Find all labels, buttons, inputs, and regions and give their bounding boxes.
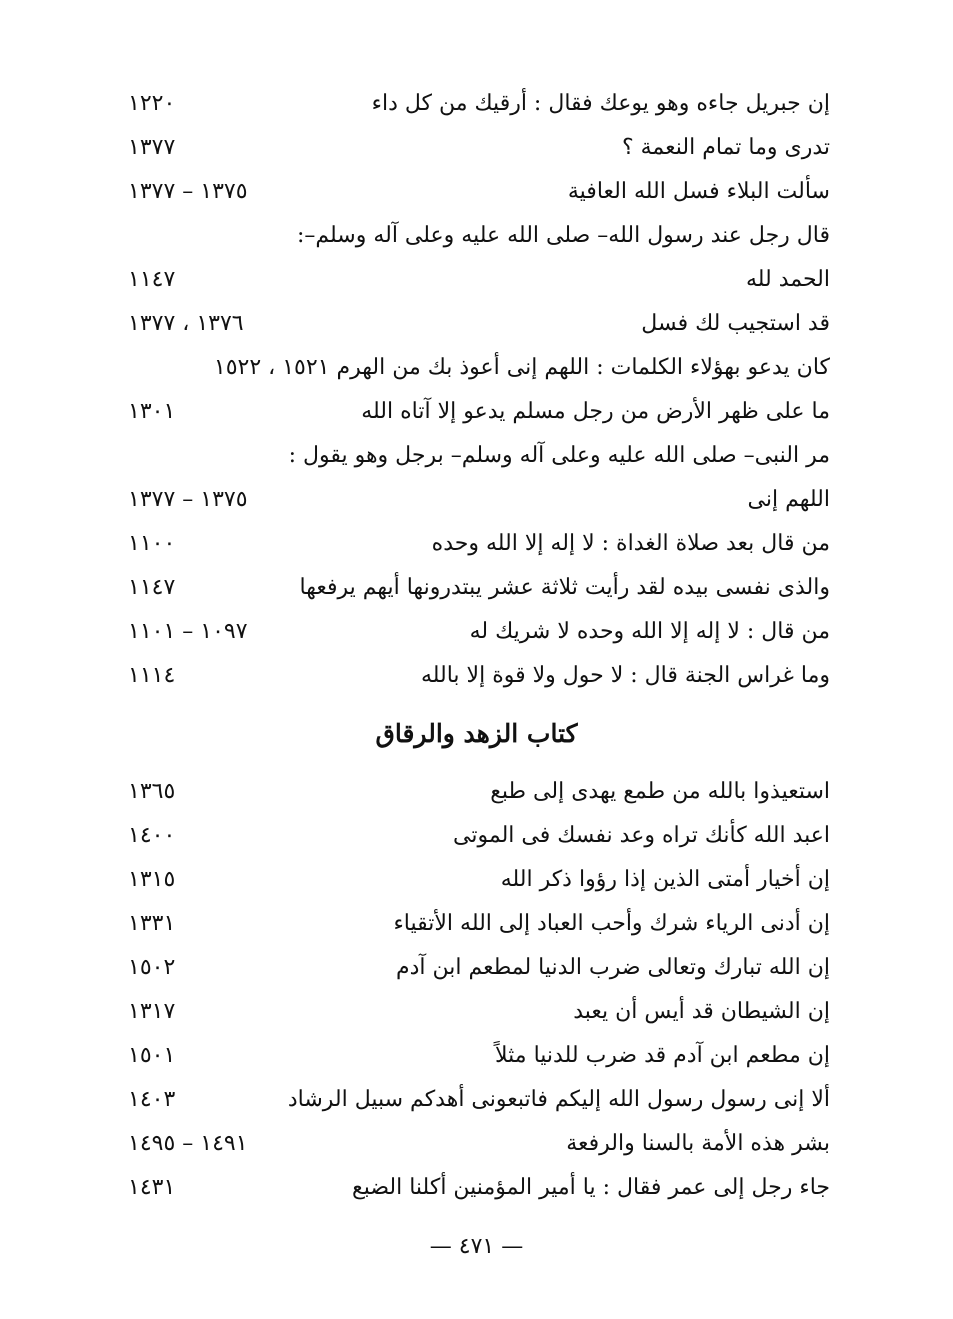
index-entry (120, 126, 830, 170)
page-number: — ٤٧١ — (429, 1234, 524, 1259)
entry-text: إن الشيطان قد أيس أن يعبد (573, 999, 830, 1024)
index-entry (120, 814, 830, 858)
entry-text: قد استجيب لك فسل (641, 311, 830, 336)
entry-text: جاء رجل إلى عمر فقال : يا أمير المؤمنين أكلنا الضبع (351, 1175, 830, 1200)
entry-text: ما على ظهر الأرض من رجل مسلم يدعو إلا آتاه الله (361, 399, 830, 424)
entry-reference: ١٣٧٦ ، ١٣٧٧ (128, 311, 244, 336)
entry-text: تدرى وما تمام النعمة ؟ (621, 135, 830, 160)
index-entry (120, 302, 830, 346)
entry-text: إن مطعم ابن آدم قد ضرب للدنيا مثلاً (495, 1043, 830, 1068)
entry-text: من قال : لا إله إلا الله وحده لا شريك له (469, 619, 830, 644)
entry-text: اللهم إنى (747, 487, 830, 512)
index-entry (120, 1166, 830, 1210)
entry-text: ألا إنى رسول رسول الله إليكم فاتبعونى أهدكم سبيل الرشاد (287, 1087, 830, 1112)
index-entry (120, 610, 830, 654)
entry-text: سألت البلاء فسل الله العافية (567, 179, 830, 204)
entry-reference: ١٤٠٠ (128, 823, 176, 848)
entry-reference: ١١١٤ (128, 663, 176, 688)
entry-text: إن أخيار أمتى الذين إذا رؤوا ذكر الله (500, 867, 830, 892)
entry-text: مر النبى– صلى الله عليه وعلى آله وسلم– برجل وهو يقول : (288, 443, 830, 468)
entry-reference: ١٥٠١ (128, 1043, 176, 1068)
entry-text: إن جبريل جاءه وهو يوعك فقال : أرقيك من كل داء (371, 91, 830, 116)
entry-text: من قال بعد صلاة الغداة : لا إله إلا الله وحده (431, 531, 830, 556)
entry-text: قال رجل عند رسول الله– صلى الله عليه وعلى آله وسلم–: (296, 223, 830, 248)
entry-reference: ١٤٣١ (128, 1175, 176, 1200)
entry-reference: ١٣٧٥ – ١٣٧٧ (128, 487, 248, 512)
entry-text: بشر هذه الأمة بالسنا والرفعة (566, 1131, 830, 1156)
index-entry (120, 522, 830, 566)
entry-text: كان يدعو بهؤلاء الكلمات : اللهم إنى أعوذ بك من الهرم ١٥٢١ ، ١٥٢٢ (213, 355, 830, 380)
entry-reference: ١٣١٥ (128, 867, 176, 892)
entry-text: إن أدنى الرياء شرك وأحب العباد إلى الله الأتقياء (393, 911, 830, 936)
index-entry (120, 902, 830, 946)
entry-reference: ١٣٧٧ (128, 135, 176, 160)
index-section-zuhd (120, 770, 830, 1210)
entry-reference: ١٤٠٣ (128, 1087, 176, 1112)
entry-text: استعيذوا بالله من طمع يهدى إلى طبع (490, 779, 830, 804)
index-entry (120, 654, 830, 698)
index-entry (120, 1078, 830, 1122)
index-entry (120, 214, 830, 258)
entry-reference: ١٣١٧ (128, 999, 176, 1024)
entry-reference: ١٣٠١ (128, 399, 176, 424)
section-heading: كتاب الزهد والرقاق (375, 719, 578, 748)
entry-reference: ١٤٩١ – ١٤٩٥ (128, 1131, 248, 1156)
entry-reference: ١٣٣١ (128, 911, 176, 936)
index-entry (120, 858, 830, 902)
index-entry (120, 258, 830, 302)
index-entry (120, 1034, 830, 1078)
entry-text: والذى نفسى بيده لقد رأيت ثلاثة عشر يبتدرونها أيهم يرفعها (299, 575, 830, 600)
index-entry (120, 82, 830, 126)
entry-reference: ١٥٠٢ (128, 955, 176, 980)
entry-reference: ١٠٩٧ – ١١٠١ (128, 619, 248, 644)
index-entry (120, 946, 830, 990)
entry-reference: ١١٠٠ (128, 531, 176, 556)
index-entry (120, 990, 830, 1034)
index-entry (120, 170, 830, 214)
index-entry (120, 434, 830, 478)
index-entry (120, 770, 830, 814)
entry-reference: ١١٤٧ (128, 575, 176, 600)
index-entry (120, 1122, 830, 1166)
entry-text: إن الله تبارك وتعالى ضرب الدنيا لمطعم ابن آدم (395, 955, 830, 980)
entry-reference: ١٢٢٠ (128, 91, 176, 116)
entry-reference: ١١٤٧ (128, 267, 176, 292)
index-entry (120, 566, 830, 610)
entry-reference: ١٣٦٥ (128, 779, 176, 804)
index-entry (120, 346, 830, 390)
entry-text: اعبد الله كأنك تراه وعد نفسك فى الموتى (453, 823, 830, 848)
index-entry (120, 478, 830, 522)
entry-text: وما غراس الجنة قال : لا حول ولا قوة إلا بالله (420, 663, 830, 688)
index-entry (120, 390, 830, 434)
entry-reference: ١٣٧٥ – ١٣٧٧ (128, 179, 248, 204)
entry-text: الحمد لله (745, 267, 830, 292)
index-section-dua (120, 82, 830, 698)
